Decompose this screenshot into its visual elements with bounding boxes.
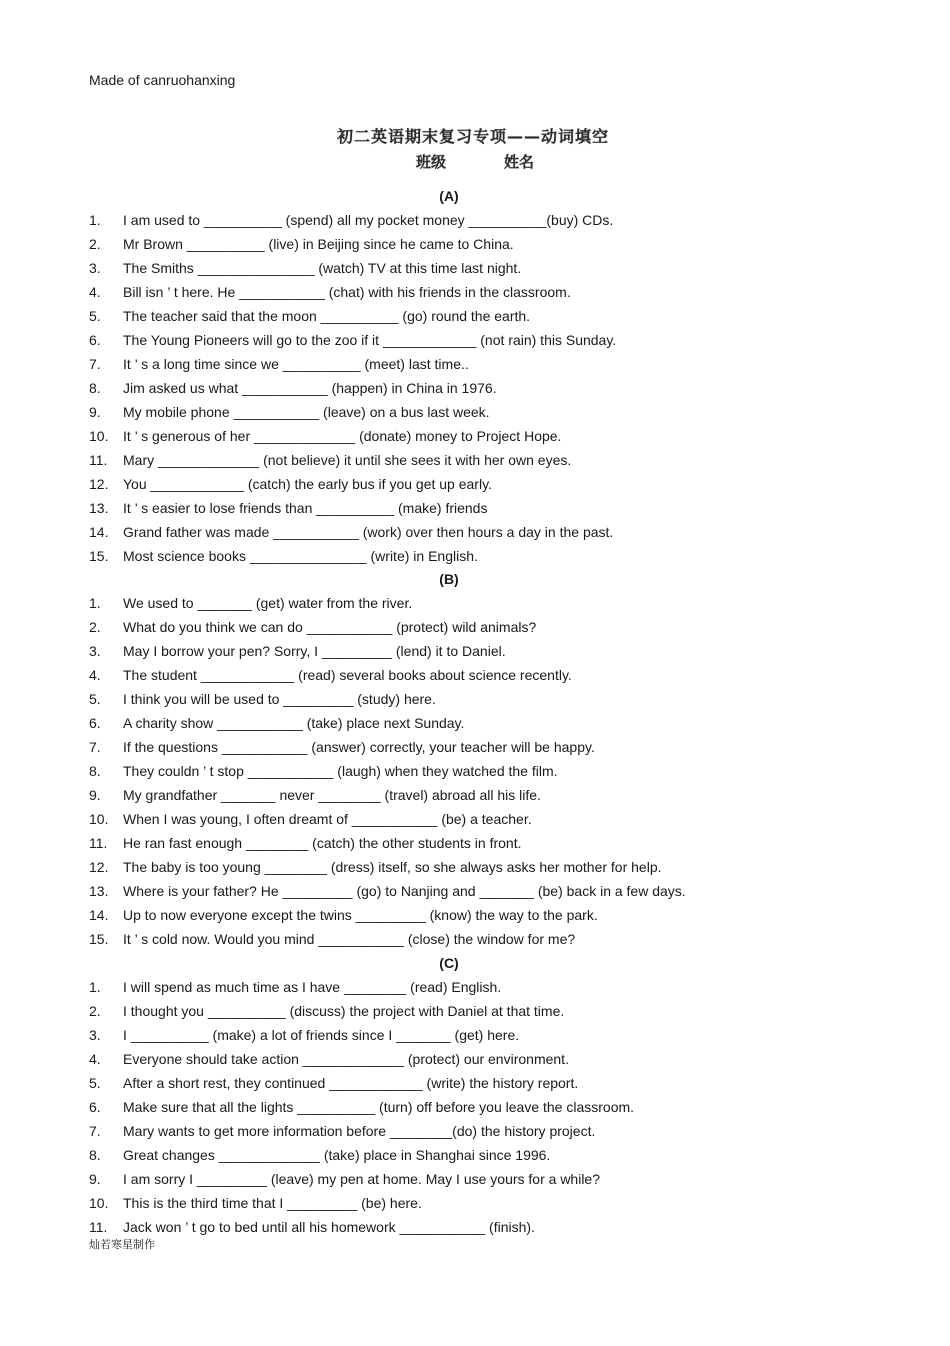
exercise-item [89, 975, 809, 999]
exercise-item [89, 352, 809, 376]
exercise-number: 8. [89, 1147, 101, 1163]
exercise-item [89, 304, 809, 328]
exercise-number: 1. [89, 595, 101, 611]
exercise-text: The teacher said that the moon __________ (go) round the earth. [123, 308, 531, 324]
exercise-number: 15. [89, 548, 109, 564]
exercise-number: 1. [89, 212, 101, 228]
class-label: 班级 [415, 153, 446, 171]
exercise-number: 6. [89, 1099, 101, 1115]
exercise-item [89, 639, 809, 663]
exercise-text: The baby is too young ________ (dress) itself, so she always asks her mother for help. [123, 859, 662, 875]
exercise-number: 8. [89, 380, 101, 396]
exercise-number: 2. [89, 1003, 101, 1019]
exercise-number: 3. [89, 643, 101, 659]
exercise-number: 14. [89, 907, 109, 923]
exercise-item [89, 759, 809, 783]
exercise-number: 10. [89, 811, 109, 827]
exercise-item [89, 208, 809, 232]
exercise-item [89, 711, 809, 735]
exercise-item [89, 735, 809, 759]
exercise-number: 7. [89, 739, 101, 755]
title-block [0, 124, 950, 172]
exercise-item [89, 496, 809, 520]
exercise-item [89, 448, 809, 472]
exercise-text: Mary _____________ (not believe) it until she sees it with her own eyes. [123, 452, 572, 468]
exercise-item [89, 400, 809, 424]
section-b [89, 567, 809, 951]
exercise-number: 2. [89, 236, 101, 252]
exercise-text: Jack won ’ t go to bed until all his homework ___________ (finish). [123, 1219, 535, 1235]
exercise-number: 1. [89, 979, 101, 995]
exercise-number: 9. [89, 787, 101, 803]
exercise-list [89, 591, 809, 951]
exercise-item [89, 591, 809, 615]
exercise-item [89, 520, 809, 544]
exercise-item [89, 1167, 809, 1191]
exercise-text: They couldn ’ t stop ___________ (laugh) when they watched the film. [123, 763, 558, 779]
exercise-text: I think you will be used to _________ (study) here. [123, 691, 436, 707]
exercise-text: Most science books _______________ (write) in English. [123, 548, 478, 564]
exercise-item [89, 1071, 809, 1095]
exercise-number: 5. [89, 691, 101, 707]
exercise-text: Mr Brown __________ (live) in Beijing since he came to China. [123, 236, 514, 252]
exercise-number: 12. [89, 859, 109, 875]
exercise-number: 11. [89, 452, 108, 468]
exercise-item [89, 1047, 809, 1071]
exercise-number: 5. [89, 1075, 101, 1091]
section-label: (A) [439, 188, 459, 204]
exercise-item [89, 831, 809, 855]
exercise-number: 3. [89, 260, 101, 276]
exercise-text: We used to _______ (get) water from the river. [123, 595, 413, 611]
exercise-text: He ran fast enough ________ (catch) the other students in front. [123, 835, 522, 851]
exercise-number: 14. [89, 524, 109, 540]
exercise-number: 13. [89, 883, 109, 899]
exercise-number: 9. [89, 1171, 101, 1187]
exercise-number: 9. [89, 404, 101, 420]
exercise-item [89, 687, 809, 711]
exercise-item [89, 1023, 809, 1047]
exercise-item [89, 424, 809, 448]
exercise-number: 13. [89, 500, 109, 516]
exercise-text: What do you think we can do ___________ (protect) wild animals? [123, 619, 537, 635]
exercise-text: Jim asked us what ___________ (happen) in China in 1976. [123, 380, 497, 396]
exercise-number: 6. [89, 715, 101, 731]
exercise-number: 11. [89, 1219, 108, 1235]
exercise-item [89, 256, 809, 280]
exercise-item [89, 1191, 809, 1215]
section-c [89, 951, 809, 1239]
exercise-number: 11. [89, 835, 108, 851]
exercise-item [89, 544, 809, 568]
exercise-text: The Young Pioneers will go to the zoo if it ____________ (not rain) this Sunday. [123, 332, 617, 348]
exercise-text: I am used to __________ (spend) all my pocket money __________(buy) CDs. [123, 212, 614, 228]
exercise-text: After a short rest, they continued ____________ (write) the history report. [123, 1075, 579, 1091]
exercise-number: 4. [89, 284, 101, 300]
worksheet-title: 初二英语期末复习专项——动词填空 [336, 127, 609, 146]
exercise-text: It ’ s easier to lose friends than __________ (make) friends [123, 500, 488, 516]
exercise-text: Mary wants to get more information before ________(do) the history project. [123, 1123, 596, 1139]
exercise-text: Where is your father? He _________ (go) to Nanjing and _______ (be) back in a few days. [123, 883, 686, 899]
exercise-text: I __________ (make) a lot of friends since I _______ (get) here. [123, 1027, 520, 1043]
exercise-text: Great changes _____________ (take) place in Shanghai since 1996. [123, 1147, 551, 1163]
exercise-number: 3. [89, 1027, 101, 1043]
exercise-number: 7. [89, 356, 101, 372]
exercise-list [89, 975, 809, 1239]
exercise-number: 8. [89, 763, 101, 779]
section-label: (C) [439, 955, 459, 971]
footer-note: 灿若寒星制作 [89, 1238, 155, 1251]
section-a [89, 184, 809, 568]
exercise-text: You ____________ (catch) the early bus if you get up early. [123, 476, 492, 492]
exercise-item [89, 232, 809, 256]
exercise-text: A charity show ___________ (take) place next Sunday. [123, 715, 465, 731]
exercise-item [89, 663, 809, 687]
exercise-item [89, 280, 809, 304]
exercise-number: 5. [89, 308, 101, 324]
exercise-item [89, 783, 809, 807]
exercise-item [89, 376, 809, 400]
exercise-item [89, 615, 809, 639]
exercise-number: 4. [89, 1051, 101, 1067]
exercise-text: I thought you __________ (discuss) the project with Daniel at that time. [123, 1003, 565, 1019]
exercise-item [89, 1215, 809, 1239]
exercise-text: My mobile phone ___________ (leave) on a bus last week. [123, 404, 490, 420]
exercise-item [89, 927, 809, 951]
exercise-text: The Smiths _______________ (watch) TV at this time last night. [123, 260, 522, 276]
exercise-item [89, 1143, 809, 1167]
exercise-text: When I was young, I often dreamt of ___________ (be) a teacher. [123, 811, 532, 827]
exercise-number: 12. [89, 476, 109, 492]
exercise-item [89, 999, 809, 1023]
exercise-text: It ’ s a long time since we __________ (meet) last time.. [123, 356, 469, 372]
exercise-text: I am sorry I _________ (leave) my pen at home. May I use yours for a while? [123, 1171, 601, 1187]
exercise-item [89, 855, 809, 879]
exercise-item [89, 903, 809, 927]
exercise-item [89, 1095, 809, 1119]
exercise-text: This is the third time that I _________ (be) here. [123, 1195, 422, 1211]
exercise-number: 2. [89, 619, 101, 635]
exercise-text: Grand father was made ___________ (work) over then hours a day in the past. [123, 524, 614, 540]
exercise-item [89, 472, 809, 496]
exercise-number: 10. [89, 428, 109, 444]
exercise-text: Make sure that all the lights __________ (turn) off before you leave the classroom. [123, 1099, 635, 1115]
exercise-item [89, 328, 809, 352]
worksheet-subtitle [0, 151, 950, 172]
exercise-text: It ’ s cold now. Would you mind ___________ (close) the window for me? [123, 931, 576, 947]
exercise-text: If the questions ___________ (answer) correctly, your teacher will be happy. [123, 739, 595, 755]
exercise-number: 7. [89, 1123, 101, 1139]
exercise-text: I will spend as much time as I have ________ (read) English. [123, 979, 502, 995]
exercise-number: 6. [89, 332, 101, 348]
exercise-item [89, 807, 809, 831]
exercise-text: Up to now everyone except the twins _________ (know) the way to the park. [123, 907, 598, 923]
exercise-item [89, 1119, 809, 1143]
name-label: 姓名 [504, 153, 535, 171]
exercise-text: Everyone should take action _____________ (protect) our environment. [123, 1051, 569, 1067]
exercise-number: 15. [89, 931, 109, 947]
exercise-item [89, 879, 809, 903]
exercise-list [89, 208, 809, 568]
exercise-number: 4. [89, 667, 101, 683]
section-label: (B) [439, 571, 459, 587]
exercise-text: The student ____________ (read) several books about science recently. [123, 667, 572, 683]
exercise-text: It ’ s generous of her _____________ (donate) money to Project Hope. [123, 428, 562, 444]
exercise-text: May I borrow your pen? Sorry, I _________ (lend) it to Daniel. [123, 643, 506, 659]
exercise-text: My grandfather _______ never ________ (travel) abroad all his life. [123, 787, 541, 803]
exercise-text: Bill isn ’ t here. He ___________ (chat) with his friends in the classroom. [123, 284, 571, 300]
header-note: Made of canruohanxing [89, 72, 236, 88]
exercise-number: 10. [89, 1195, 109, 1211]
